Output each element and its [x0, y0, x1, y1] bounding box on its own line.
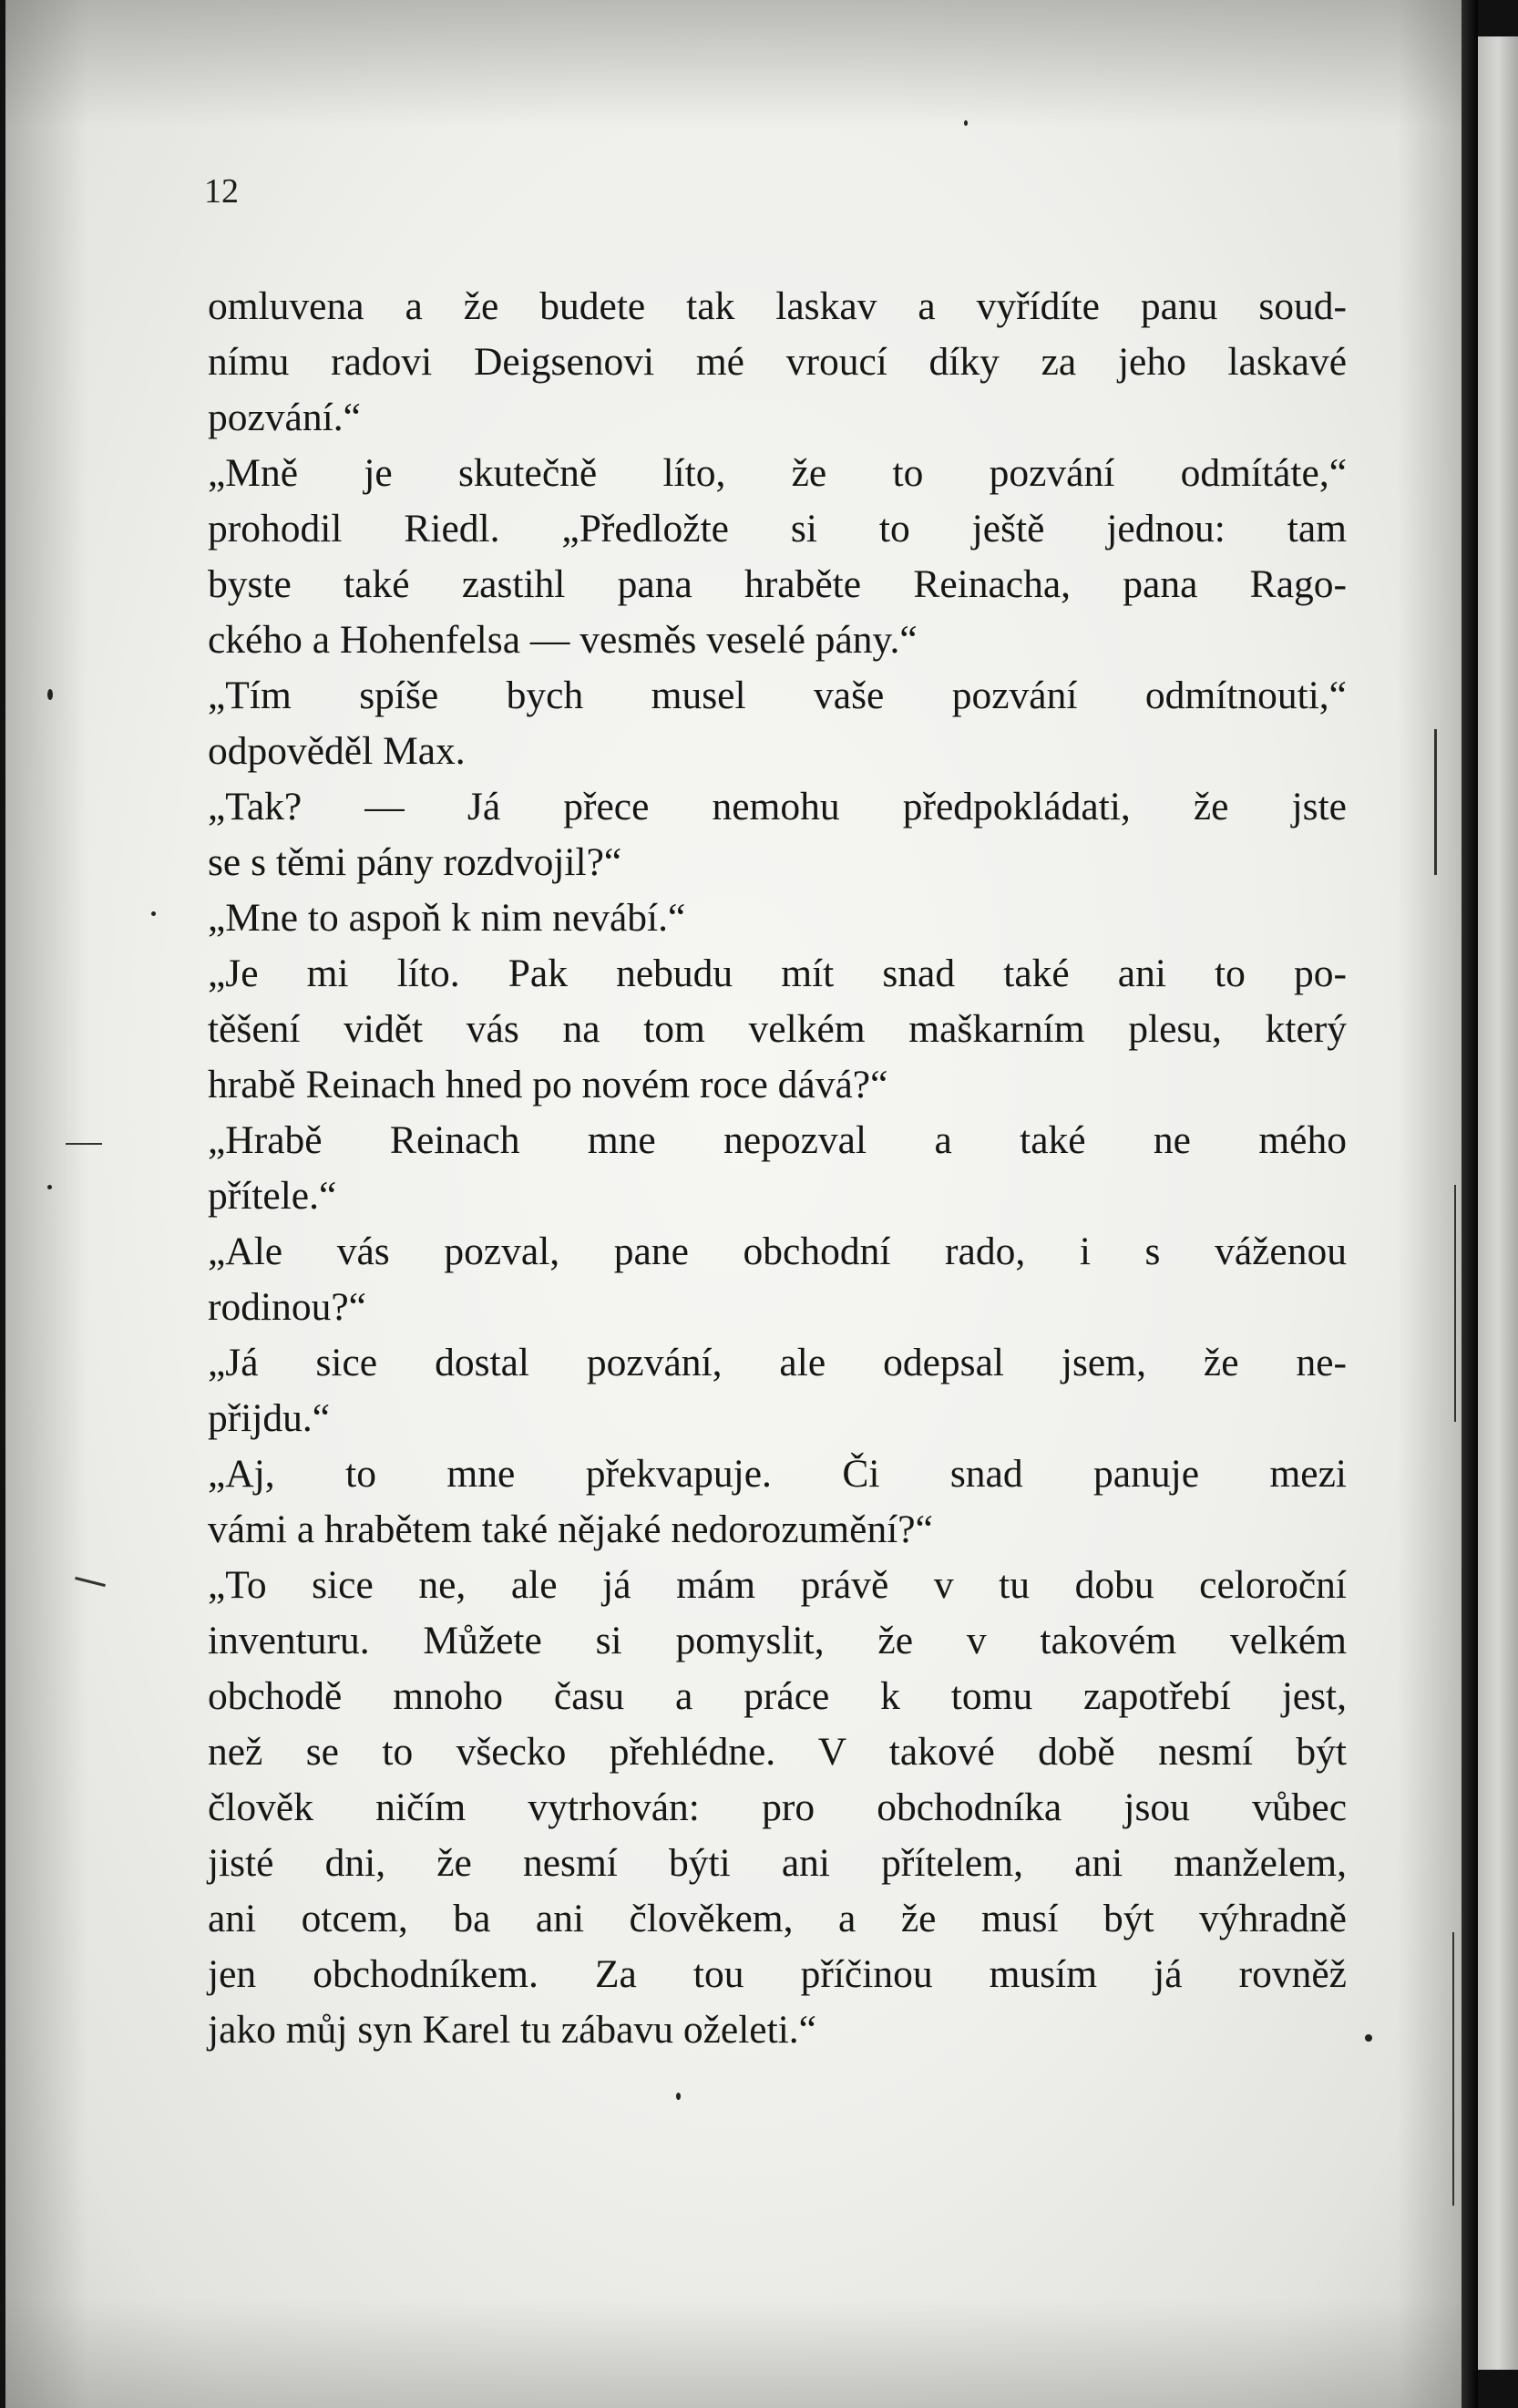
text-line: jen obchodníkem. Za tou příčinou musím já rovněž [208, 1952, 1347, 1996]
text-line: pozvání.“ [208, 396, 361, 439]
text-line: byste také zastihl pana hraběte Reinacha, pana Rago- [208, 562, 1347, 606]
text-line: člověk ničím vytrhován: pro obchodníka jsou vůbec [208, 1785, 1347, 1829]
binding-gutter [1462, 0, 1478, 2408]
paper-shading-bottom [5, 2299, 1462, 2408]
text-line: prohodil Riedl. „Předložte si to ještě jednou: tam [208, 507, 1347, 551]
scan-speck [47, 689, 53, 700]
scan-scratch [66, 1143, 102, 1145]
text-line: ani otcem, ba ani člověkem, a že musí být výhradně [208, 1897, 1347, 1940]
text-line: ckého a Hohenfelsa — vesměs veselé pány.“ [208, 618, 918, 662]
scan-scratch [1434, 729, 1437, 875]
paper-shading-top [5, 0, 1462, 128]
text-line: nímu radovi Deigsenovi mé vroucí díky za jeho laskavé [208, 340, 1347, 384]
scan-scratch [1452, 1932, 1454, 2206]
text-line: přítele.“ [208, 1174, 337, 1218]
text-line: „Hrabě Reinach mne nepozval a také ne mého [208, 1118, 1347, 1162]
paper-shading-left [5, 0, 87, 2408]
text-line: jisté dni, že nesmí býti ani přítelem, ani manželem, [208, 1841, 1347, 1885]
text-line: těšení vidět vás na tom velkém maškarním plesu, který [208, 1007, 1347, 1051]
text-line: „Já sice dostal pozvání, ale odepsal jsem, že ne- [208, 1341, 1347, 1384]
text-line: „Mne to aspoň k nim nevábí.“ [208, 896, 686, 940]
text-line: než se to všecko přehlédne. V takové době nesmí být [208, 1730, 1347, 1774]
text-line: rodinou?“ [208, 1285, 366, 1329]
text-line: „Ale vás pozval, pane obchodní rado, i s váženou [208, 1230, 1347, 1273]
text-line: jako můj syn Karel tu zábavu oželeti.“ [208, 2008, 816, 2052]
scan-speck [1365, 2034, 1372, 2042]
text-line: „Tak? — Já přece nemohu předpokládati, že jste [208, 785, 1347, 828]
paper-sheet [5, 0, 1462, 2408]
scan-scratch [1454, 1185, 1456, 1422]
scan-speck [964, 120, 968, 126]
text-line: se s těmi pány rozdvojil?“ [208, 840, 622, 884]
adjacent-page-edge [1478, 36, 1518, 2370]
scan-speck [676, 2093, 681, 2100]
text-line: omluvena a že budete tak laskav a vyřídíte panu soud- [208, 284, 1347, 328]
text-line: „Aj, to mne překvapuje. Či snad panuje mezi [208, 1452, 1347, 1496]
body-text [208, 279, 1347, 2058]
text-line: „Mně je skutečně líto, že to pozvání odmítáte,“ [208, 451, 1347, 495]
text-line: inventuru. Můžete si pomyslit, že v takovém velkém [208, 1619, 1347, 1662]
text-line: „Tím spíše bych musel vaše pozvání odmítnouti,“ [208, 674, 1347, 717]
text-line: hrabě Reinach hned po novém roce dává?“ [208, 1063, 888, 1106]
text-line: obchodě mnoho času a práce k tomu zapotřebí jest, [208, 1674, 1347, 1718]
scan-speck [47, 1185, 52, 1189]
page-number: 12 [204, 172, 239, 211]
text-line: přijdu.“ [208, 1396, 331, 1440]
scan-speck [151, 911, 156, 916]
text-line: odpověděl Max. [208, 729, 466, 773]
text-line: vámi a hrabětem také nějaké nedorozumění?“ [208, 1508, 933, 1551]
text-line: „To sice ne, ale já mám právě v tu dobu celoroční [208, 1563, 1347, 1607]
text-line: „Je mi líto. Pak nebudu mít snad také ani to po- [208, 952, 1347, 995]
